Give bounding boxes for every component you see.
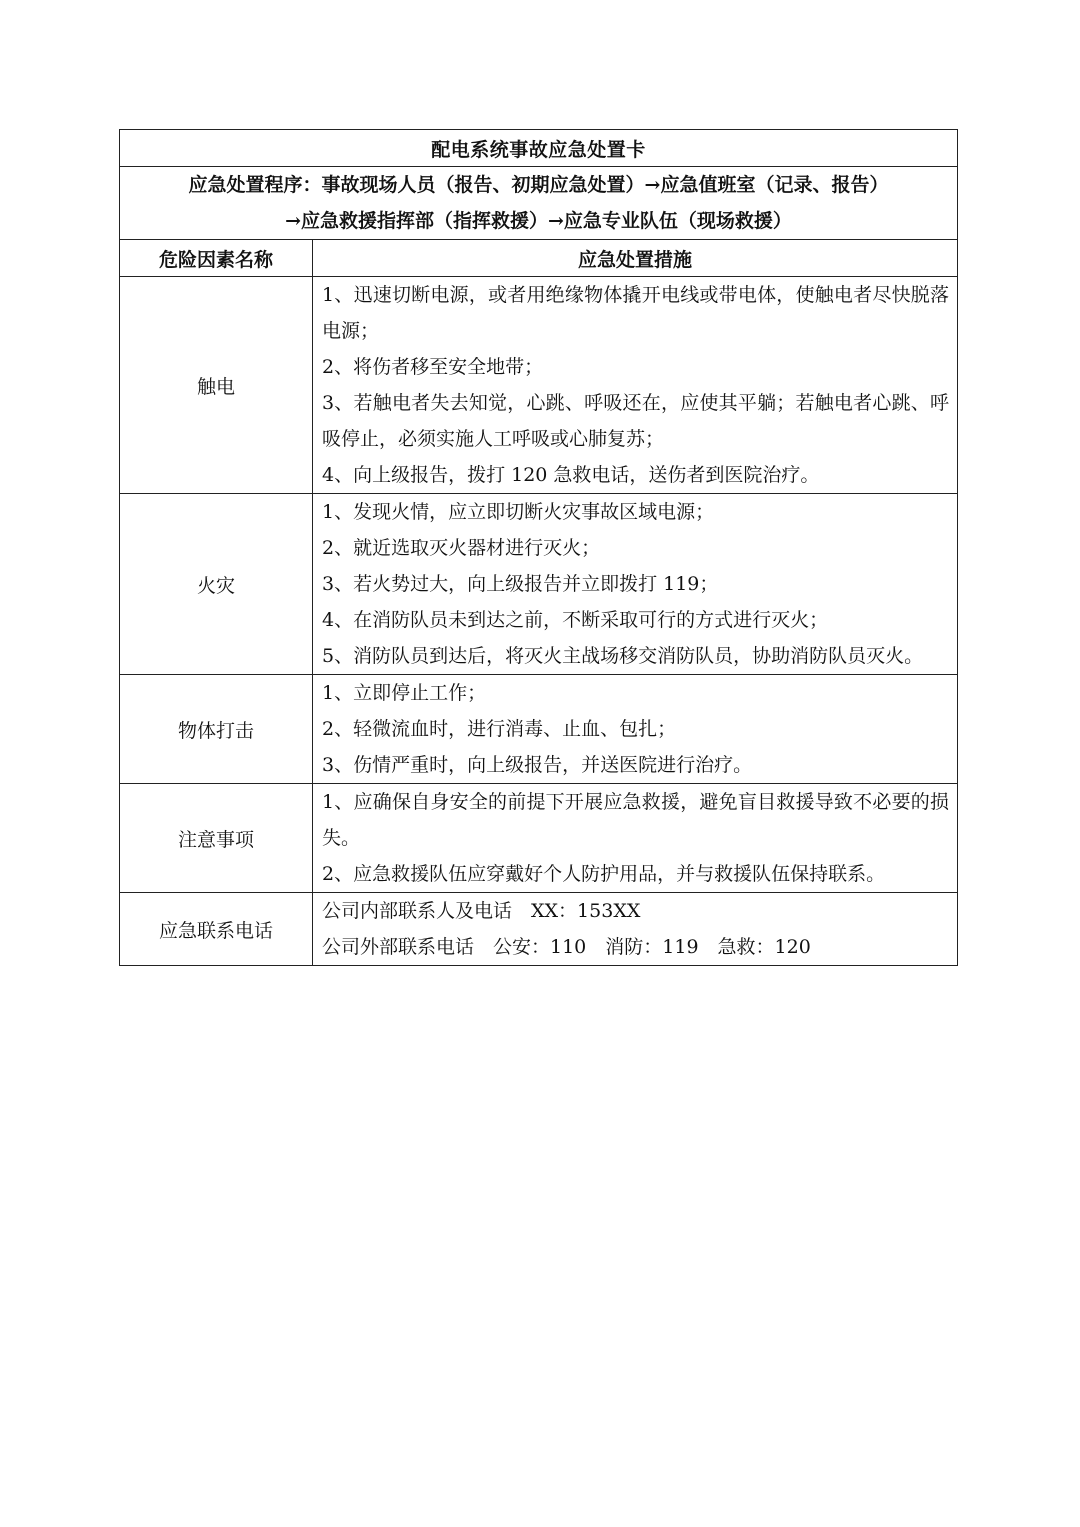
measure-item: 4、在消防队员未到达之前，不断采取可行的方式进行灭火； [322,609,829,631]
notes-row [120,784,958,893]
measure-item: 5、消防队员到达后，将灭火主战场移交消防队员，协助消防队员灭火。 [322,645,924,667]
hazard-measures [313,675,958,784]
measure-item: 3、若火势过大，向上级报告并立即拨打 119； [322,573,719,595]
hazard-row-fire [120,494,958,675]
hazard-name: 触电 [120,277,313,494]
procedure-line-1: 应急处置程序：事故现场人员（报告、初期应急处置）→应急值班室（记录、报告） [188,174,889,196]
measure-item: 2、应急救援队伍应穿戴好个人防护用品，并与救援队伍保持联系。 [322,863,886,885]
hazard-name: 火灾 [120,494,313,675]
measure-item: 1、迅速切断电源，或者用绝缘物体撬开电线或带电体，使触电者尽快脱落电源； [322,284,950,342]
measure-item: 2、就近选取灭火器材进行灭火； [322,537,601,559]
hazard-name: 应急联系电话 [120,893,313,966]
hazard-name: 物体打击 [120,675,313,784]
measure-item: 1、立即停止工作； [322,682,487,704]
header-measures: 应急处置措施 [313,240,958,277]
internal-contact: 公司内部联系人及电话 XX：153XX [322,900,641,922]
measure-item: 1、发现火情，应立即切断火灾事故区域电源； [322,501,715,523]
external-contact: 公司外部联系电话 公安：110 消防：119 急救：120 [322,936,811,958]
card-title: 配电系统事故应急处置卡 [120,130,958,167]
header-row [120,240,958,277]
hazard-row-electric-shock [120,277,958,494]
measure-item: 2、轻微流血时，进行消毒、止血、包扎； [322,718,677,740]
procedure-line-2: →应急救援指挥部（指挥救援）→应急专业队伍（现场救援） [285,210,792,232]
hazard-row-object-strike [120,675,958,784]
measure-item: 3、伤情严重时，向上级报告，并送医院进行治疗。 [322,754,753,776]
procedure-text [120,167,958,240]
hazard-measures [313,277,958,494]
hazard-measures [313,784,958,893]
hazard-name: 注意事项 [120,784,313,893]
header-hazard-name: 危险因素名称 [120,240,313,277]
contacts-row [120,893,958,966]
title-row [120,130,958,167]
contact-list [313,893,958,966]
hazard-measures [313,494,958,675]
measure-item: 4、向上级报告，拨打 120 急救电话，送伤者到医院治疗。 [322,464,820,486]
measure-item: 1、应确保自身安全的前提下开展应急救援，避免盲目救援导致不必要的损失。 [322,791,950,849]
measure-item: 2、将伤者移至安全地带； [322,356,544,378]
emergency-card-table [119,129,958,966]
measure-item: 3、若触电者失去知觉，心跳、呼吸还在，应使其平躺；若触电者心跳、呼吸停止，必须实施人工呼吸或心肺复苏； [322,392,950,450]
procedure-row [120,167,958,240]
